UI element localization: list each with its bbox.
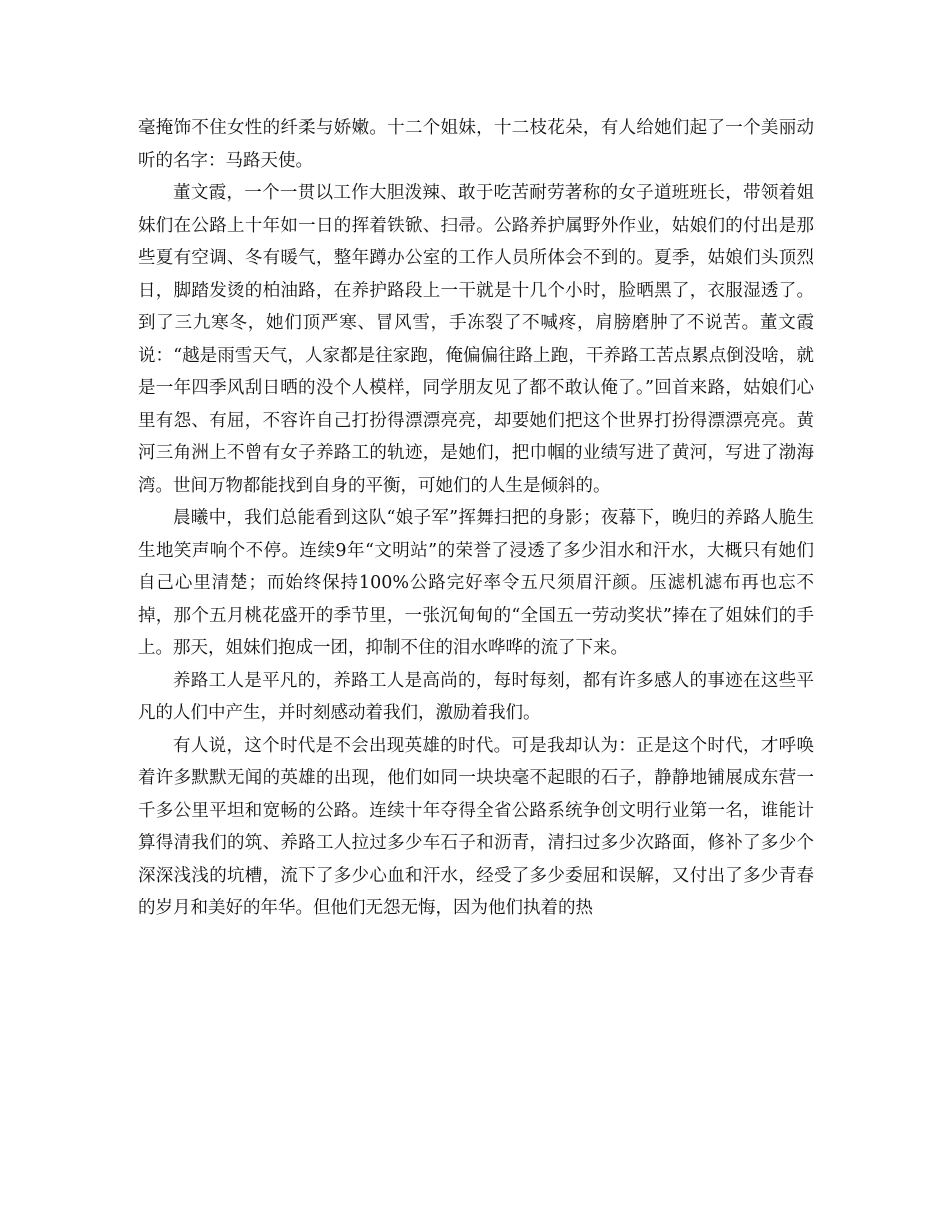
paragraph-2: 董文霞，一个一贯以工作大胆泼辣、敢于吃苦耐劳著称的女子道班班长，带领着姐妹们在公路上十年如一日的挥着铁锨、扫帚。公路养护属野外作业，姑娘们的付出是那些夏有空调、冬有暖气，整年蹲办公室的工作人员所体会不到的。夏季，姑娘们头顶烈日，脚踏发烫的柏油路，在养护路段上一干就是十几个小时，脸晒黑了，衣服湿透了。到了三九寒冬，她们顶严寒、冒风雪，手冻裂了不喊疼，肩膀磨肿了不说苦。董文霞说：“越是雨雪天气，人家都是往家跑，俺偏偏往路上跑，干养路工苦点累点倒没啥，就是一年四季风刮日晒的没个人模样，同学朋友见了都不敢认俺了。”回首来路，姑娘们心里有怨、有屈，不容许自己打扮得漂漂亮亮，却要她们把这个世界打扮得漂漂亮亮。黄河三角洲上不曾有女子养路工的轨迹，是她们，把巾帼的业绩写进了黄河，写进了渤海湾。世间万物都能找到自身的平衡，可她们的人生是倾斜的。 [138,183,814,496]
paragraph-4: 养路工人是平凡的，养路工人是高尚的，每时每刻，都有许多感人的事迹在这些平凡的人们中产生，并时刻感动着我们，激励着我们。 [138,670,814,723]
paragraph-5: 有人说，这个时代是不会出现英雄的时代。可是我却认为：正是这个时代，才呼唤着许多默默无闻的英雄的出现，他们如同一块块毫不起眼的石子，静静地铺展成东营一千多公里平坦和宽畅的公路。连续十年夺得全省公路系统争创文明行业第一名，谁能计算得清我们的筑、养路工人拉过多少车石子和沥青，清扫过多少次路面，修补了多少个深深浅浅的坑槽，流下了多少心血和汗水，经受了多少委屈和误解，又付出了多少青春的岁月和美好的年华。但他们无怨无悔，因为他们执着的热 [138,735,814,918]
document-body [138,112,814,925]
paragraph-1: 毫掩饰不住女性的纤柔与娇嫩。十二个姐妹，十二枝花朵，有人给她们起了一个美丽动听的名字：马路天使。 [138,118,814,171]
paragraph-3: 晨曦中，我们总能看到这队“娘子军”挥舞扫把的身影；夜幕下，晚归的养路人脆生生地笑声响个不停。连续9年“文明站”的荣誉了浸透了多少泪水和汗水，大概只有她们自己心里清楚；而始终保持100%公路完好率令五尺须眉汗颜。压滤机滤布再也忘不掉，那个五月桃花盛开的季节里，一张沉甸甸的“全国五一劳动奖状”捧在了姐妹们的手上。那天，姐妹们抱成一团，抑制不住的泪水哗哗的流了下来。 [138,508,814,658]
